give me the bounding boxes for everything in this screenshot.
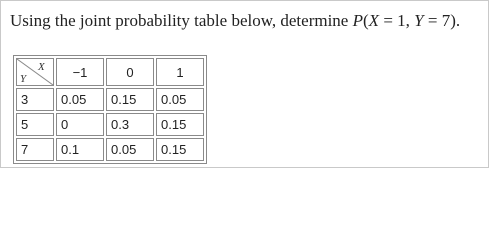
math-x: X: [368, 11, 380, 30]
math-eq2: = 7: [423, 11, 451, 30]
joint-probability-table: [13, 55, 207, 164]
question-math: [353, 11, 461, 30]
row-header: 5: [16, 113, 54, 136]
col-header-1: −1: [56, 58, 104, 86]
table-cell: 0.1: [56, 138, 104, 161]
table-cell: 0.05: [56, 88, 104, 111]
col-header-2: 0: [106, 58, 154, 86]
question-prefix: Using the joint probability table below, determine: [10, 11, 353, 30]
table-cell: 0.05: [156, 88, 204, 111]
table-header-row: [16, 58, 204, 86]
table-row: [16, 138, 204, 161]
table-cell: 0.15: [106, 88, 154, 111]
row-header: 7: [16, 138, 54, 161]
corner-diagonal-header: [17, 59, 53, 85]
math-eq1: = 1,: [379, 11, 415, 30]
table-cell: 0.15: [156, 138, 204, 161]
table-row: [16, 88, 204, 111]
col-header-3: 1: [156, 58, 204, 86]
question-text: [10, 11, 460, 31]
row-header: 3: [16, 88, 54, 111]
math-p: P: [352, 11, 363, 30]
table-cell: 0.3: [106, 113, 154, 136]
table-cell: 0.05: [106, 138, 154, 161]
table-cell: 0.15: [156, 113, 204, 136]
math-close: ).: [450, 11, 461, 30]
corner-row-var: Y: [20, 73, 27, 85]
math-open-paren: (: [363, 11, 369, 30]
table-row: [16, 113, 204, 136]
table-cell: 0: [56, 113, 104, 136]
math-y: Y: [414, 11, 424, 30]
table-corner-cell: [16, 58, 54, 86]
corner-col-var: X: [38, 61, 45, 73]
